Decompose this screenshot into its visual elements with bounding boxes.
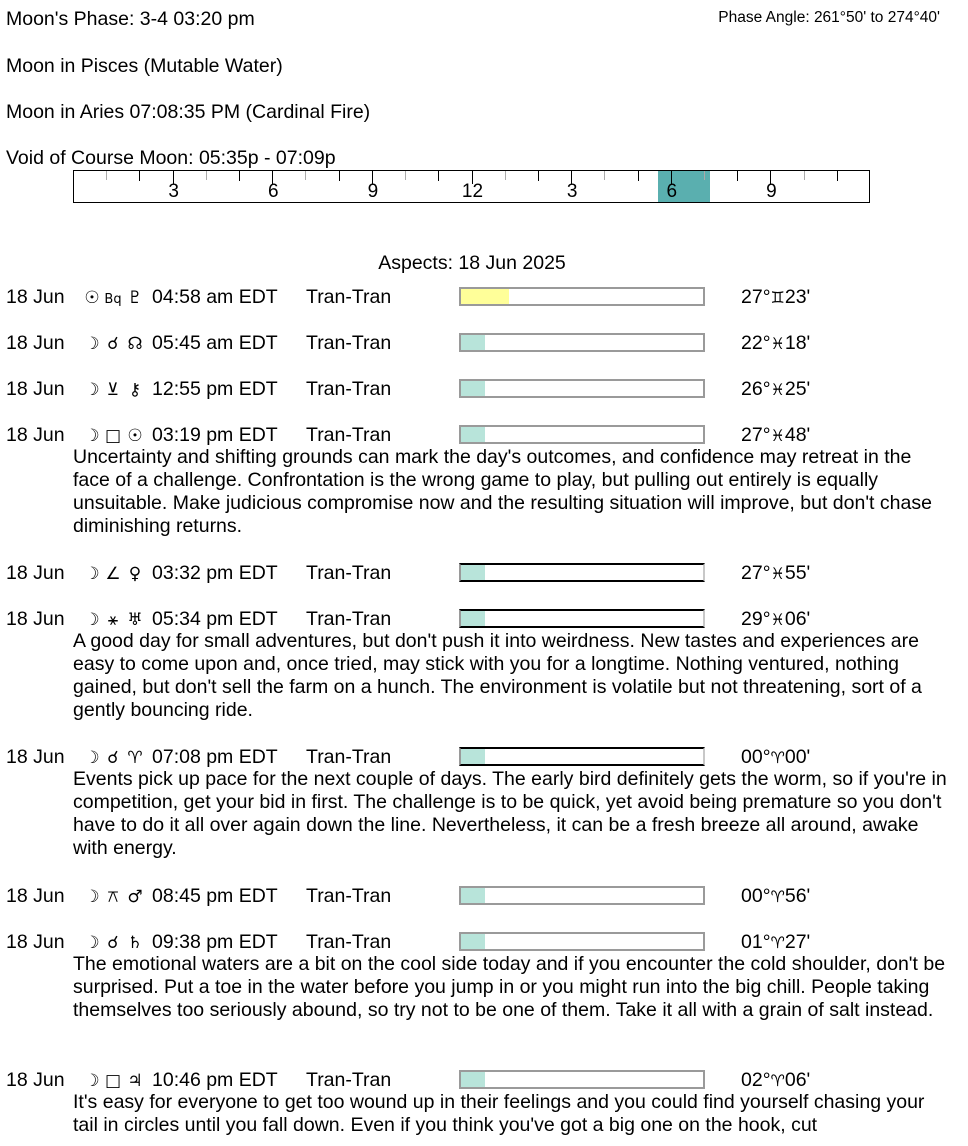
aspect-position [741, 423, 810, 448]
position-minutes: 56' [784, 885, 811, 907]
aspect-row [6, 930, 966, 1022]
aspect-time: 04:58 am EDT [152, 286, 278, 308]
position-degrees: 27° [741, 562, 771, 584]
aspect-date: 18 Jun [6, 746, 65, 768]
aspect-strength-bar [459, 886, 705, 905]
planet1-icon: ☽ [84, 334, 100, 354]
aspect-kind: Tran-Tran [306, 378, 392, 400]
planet2-icon: ♄ [127, 933, 143, 953]
aspect-date: 18 Jun [6, 378, 65, 400]
aspect-icon: ⚹ [107, 610, 119, 630]
position-minutes: 25' [784, 378, 811, 400]
position-degrees: 02° [741, 1069, 771, 1091]
zodiac-sign-icon: ♊ [770, 288, 785, 307]
timeline-tick [538, 171, 539, 181]
position-degrees: 22° [741, 332, 771, 354]
aspect-position [741, 884, 810, 909]
planet2-icon: ♃ [127, 1071, 143, 1091]
timeline-tick [604, 171, 605, 180]
aspect-kind: Tran-Tran [306, 608, 392, 630]
planet2-icon: ♅ [127, 610, 143, 630]
aspect-glyphs [82, 285, 146, 312]
planet2-icon: ⚷ [128, 380, 142, 400]
aspect-row [6, 377, 966, 401]
timeline-tick [438, 171, 439, 181]
aspect-row [6, 1068, 966, 1137]
aspect-time: 12:55 pm EDT [152, 378, 278, 400]
position-degrees: 27° [741, 286, 771, 308]
timeline-tick [737, 171, 738, 181]
aspect-position [741, 377, 810, 402]
position-minutes: 27' [784, 931, 811, 953]
aspect-time: 05:34 pm EDT [152, 608, 278, 630]
aspect-header [6, 1068, 966, 1092]
timeline-label: 12 [461, 181, 484, 202]
aspect-row [6, 607, 966, 722]
aspect-strength-fill [461, 335, 485, 350]
aspect-position [741, 607, 810, 632]
timeline-tick [206, 171, 207, 180]
position-minutes: 23' [784, 286, 811, 308]
aspect-header [6, 607, 966, 631]
timeline-label: 9 [367, 181, 379, 202]
aspect-header [6, 423, 966, 447]
zodiac-sign-icon: ♓ [770, 334, 785, 353]
aspect-header [6, 745, 966, 769]
moon-phase: Moon's Phase: 3-4 03:20 pm [6, 8, 255, 30]
timeline-tick [704, 171, 705, 180]
planet1-icon: ☽ [84, 1071, 100, 1091]
aspect-glyphs [82, 377, 146, 402]
position-minutes: 00' [784, 746, 811, 768]
void-of-course: Void of Course Moon: 05:35p - 07:09p [6, 147, 336, 169]
aspect-date: 18 Jun [6, 332, 65, 354]
aspect-glyphs [82, 930, 146, 955]
aspect-strength-bar [459, 1070, 705, 1089]
aspect-date: 18 Jun [6, 1069, 65, 1091]
aspect-icon: ☌ [107, 933, 119, 953]
aspect-strength-bar [459, 747, 705, 766]
timeline-label: 6 [267, 181, 279, 202]
aspect-time: 03:19 pm EDT [152, 424, 278, 446]
aspect-kind: Tran-Tran [306, 1069, 392, 1091]
aspect-strength-bar [459, 287, 705, 306]
timeline-tick [106, 171, 107, 180]
position-degrees: 27° [741, 424, 771, 446]
aspect-icon: □ [104, 426, 122, 446]
aspect-strength-fill [461, 934, 485, 949]
aspect-glyphs [82, 331, 146, 356]
aspect-row [6, 884, 966, 908]
aspect-description: A good day for small adventures, but don't push it into weirdness. New tastes and experiences are easy to come upon and, once tried, may stick with you for a longtime. Nothing ventured, nothing gained, but don't sell the farm on a hunch. The environment is volatile but not threatening, sort of a gently bouncing ride. [73, 630, 922, 721]
zodiac-sign-icon: ♈ [770, 1071, 785, 1090]
aspect-position [741, 930, 810, 955]
aspect-kind: Tran-Tran [306, 931, 392, 953]
timeline-tick [837, 171, 838, 181]
position-degrees: 29° [741, 608, 771, 630]
aspect-position [741, 1068, 810, 1093]
void-of-course-timeline [73, 170, 870, 203]
aspect-date: 18 Jun [6, 608, 65, 630]
aspect-description: It's easy for everyone to get too wound up in their feelings and you could find yourself chasing your tail in circles until you fall down. Even if you think you've got a big one on the hook, cut [73, 1091, 925, 1136]
aspect-description: The emotional waters are a bit on the cool side today and if you encounter the cold shoulder, don't be surprised. Put a toe in the water before you jump in or you might run into the big chill. People taking themselves too seriously abound, so try not to be one of them. Take it all with a grain of salt instead. [73, 953, 946, 1021]
planet2-icon: ♇ [127, 288, 143, 308]
aspect-row [6, 745, 966, 860]
timeline-tick [339, 171, 340, 181]
aspect-row [6, 423, 966, 538]
aspect-strength-fill [461, 611, 485, 626]
aspect-description: Events pick up pace for the next couple of days. The early bird definitely gets the worm, so if you're in competition, get your bid in first. The challenge is to be quick, yet avoid being premature so you don't have to do it all over again down the line. Nevertheless, it can be a fresh breeze all around, awake with energy. [73, 768, 947, 859]
zodiac-sign-icon: ♓ [770, 380, 785, 399]
zodiac-sign-icon: ♈ [770, 887, 785, 906]
timeline-label: 3 [566, 181, 578, 202]
aspect-strength-fill [461, 888, 485, 903]
aspect-kind: Tran-Tran [306, 885, 392, 907]
aspect-strength-fill [461, 1072, 485, 1087]
zodiac-sign-icon: ♈ [770, 748, 785, 767]
aspect-kind: Tran-Tran [306, 332, 392, 354]
aspect-glyphs [82, 1068, 146, 1093]
aspect-icon: ⚻ [107, 887, 119, 907]
planet1-icon: ☉ [84, 288, 100, 308]
aspect-strength-fill [461, 565, 485, 580]
aspect-date: 18 Jun [6, 931, 65, 953]
zodiac-sign-icon: ♈ [770, 933, 785, 952]
aspect-header [6, 930, 966, 954]
aspect-row [6, 561, 966, 585]
timeline-tick [505, 171, 506, 180]
timeline-tick [239, 171, 240, 181]
aspect-strength-fill [461, 289, 509, 304]
planet1-icon: ☽ [84, 933, 100, 953]
planet2-icon: ♂ [127, 887, 143, 907]
timeline-label: 9 [766, 181, 777, 202]
aspect-glyphs [82, 561, 146, 586]
aspect-glyphs [82, 884, 146, 909]
aspect-icon: ☌ [107, 748, 119, 768]
planet2-icon: ♈ [127, 748, 143, 768]
aspect-icon: ☌ [107, 334, 119, 354]
zodiac-sign-icon: ♓ [770, 610, 785, 629]
aspect-header [6, 561, 966, 585]
aspects-title: Aspects: 18 Jun 2025 [378, 252, 566, 274]
aspect-strength-bar [459, 333, 705, 352]
planet1-icon: ☽ [84, 380, 100, 400]
aspect-strength-bar [459, 932, 705, 951]
aspect-strength-bar [459, 563, 705, 582]
aspect-header [6, 285, 966, 309]
aspect-row [6, 331, 966, 355]
timeline-label: 3 [168, 181, 179, 202]
timeline-tick [804, 171, 805, 180]
aspect-time: 03:32 pm EDT [152, 562, 278, 584]
aspect-strength-fill [461, 749, 485, 764]
aspect-position [741, 285, 810, 310]
aspect-time: 07:08 pm EDT [152, 746, 278, 768]
aspect-strength-fill [461, 427, 485, 442]
aspect-date: 18 Jun [6, 562, 65, 584]
timeline-tick [638, 171, 639, 181]
timeline-tick [139, 171, 140, 181]
planet2-icon: ☊ [127, 334, 143, 354]
planet2-icon: ♀ [128, 564, 142, 584]
planet1-icon: ☽ [84, 748, 100, 768]
aspect-header [6, 377, 966, 401]
aspect-position [741, 745, 810, 770]
position-minutes: 55' [784, 562, 811, 584]
aspect-kind: Tran-Tran [306, 286, 392, 308]
planet2-icon: ☉ [127, 426, 143, 446]
aspect-row [6, 285, 966, 309]
aspect-date: 18 Jun [6, 424, 65, 446]
planet1-icon: ☽ [84, 426, 100, 446]
aspect-description: Uncertainty and shifting grounds can mark the day's outcomes, and confidence may retreat in the face of a challenge. Confrontation is the wrong game to play, but pulling out entirely is equally unsuitable. Make judicious compromise now and the resulting situation will improve, but don't chase diminishing returns. [73, 446, 932, 537]
position-degrees: 26° [741, 378, 771, 400]
aspect-icon: ⊻ [106, 380, 120, 400]
aspect-time: 09:38 pm EDT [152, 931, 278, 953]
zodiac-sign-icon: ♓ [770, 426, 785, 445]
planet1-icon: ☽ [84, 887, 100, 907]
timeline-tick [305, 171, 306, 180]
aspect-header [6, 331, 966, 355]
position-degrees: 00° [741, 746, 771, 768]
moon-ingress: Moon in Aries 07:08:35 PM (Cardinal Fire) [6, 101, 371, 123]
timeline-tick [405, 171, 406, 180]
aspect-glyphs [82, 607, 146, 632]
aspect-strength-fill [461, 381, 485, 396]
aspect-strength-bar [459, 379, 705, 398]
aspect-icon: ∠ [105, 564, 121, 584]
position-degrees: 00° [741, 885, 771, 907]
aspect-date: 18 Jun [6, 885, 65, 907]
aspect-kind: Tran-Tran [306, 746, 392, 768]
timeline-label: 6 [666, 181, 678, 202]
position-minutes: 48' [784, 424, 811, 446]
aspect-glyphs [82, 745, 146, 770]
position-minutes: 06' [784, 608, 811, 630]
moon-in-sign: Moon in Pisces (Mutable Water) [6, 55, 283, 77]
position-minutes: 06' [784, 1069, 811, 1091]
aspect-time: 05:45 am EDT [152, 332, 278, 354]
aspect-strength-bar [459, 609, 705, 628]
aspect-kind: Tran-Tran [306, 424, 392, 446]
aspect-time: 08:45 pm EDT [152, 885, 278, 907]
position-degrees: 01° [741, 931, 771, 953]
aspect-strength-bar [459, 425, 705, 444]
aspect-header [6, 884, 966, 908]
position-minutes: 18' [784, 332, 811, 354]
phase-angle: Phase Angle: 261°50' to 274°40' [718, 9, 940, 26]
aspect-kind: Tran-Tran [306, 562, 392, 584]
aspect-icon: Bq [104, 292, 122, 307]
aspect-position [741, 331, 810, 356]
aspect-position [741, 561, 810, 586]
aspect-glyphs [82, 423, 146, 448]
aspect-date: 18 Jun [6, 286, 65, 308]
planet1-icon: ☽ [84, 564, 100, 584]
aspect-time: 10:46 pm EDT [152, 1069, 278, 1091]
aspect-icon: □ [104, 1071, 122, 1091]
planet1-icon: ☽ [84, 610, 100, 630]
zodiac-sign-icon: ♓ [770, 564, 785, 583]
